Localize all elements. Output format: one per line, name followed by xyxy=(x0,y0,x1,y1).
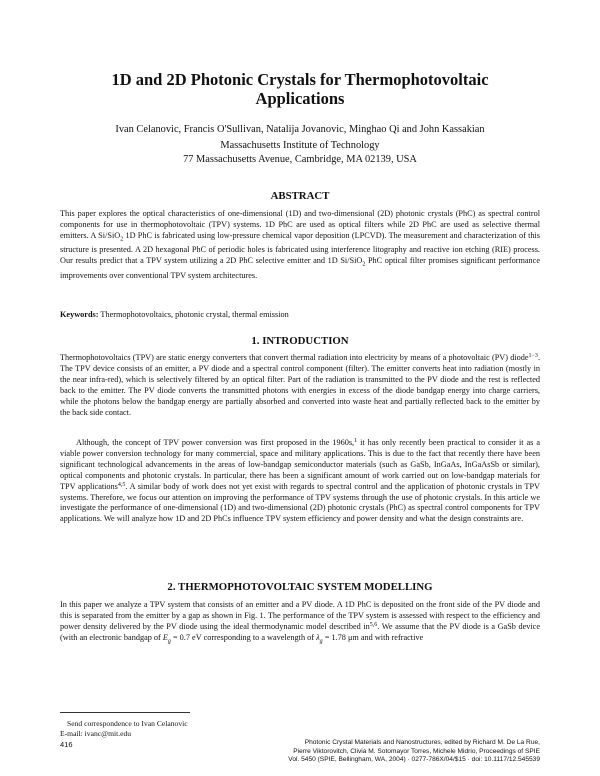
abstract-text xyxy=(60,209,540,282)
model-p1-citation: 5,6 xyxy=(369,621,378,628)
symbol-lambda-sub: g xyxy=(319,638,323,645)
intro-paragraph-2 xyxy=(60,438,540,525)
author-list: Ivan Celanovic, Francis O'Sullivan, Natalija Jovanovic, Minghao Qi and John Kassakian xyxy=(115,124,485,135)
proceedings-line-1: Photonic Crystal Materials and Nanostructures, edited by Richard M. De La Rue, xyxy=(304,739,540,746)
section-1-heading: 1. INTRODUCTION xyxy=(251,335,349,347)
intro-p2-text-b: it has only recently been practical to consider it as a viable power conversion technology for many commercial, space and military applications. This is due to the fact that recently there have been significant technological advancements in the areas of low-bandgap semiconductor materials (such as GaSb, InGaAs, InGaAsSb or similar), optical components and photonic crystals. In particular, there has been a significant amount of work carried out on low-bandgap materials for TPV applications xyxy=(60,438,540,491)
intro-p1-citation: 1−3 xyxy=(528,353,538,359)
proceedings-line-3: Vol. 5450 (SPIE, Bellingham, WA, 2004) · 0277-786X/04/$15 · doi: 10.1117/12.545539 xyxy=(288,756,540,764)
proceedings-line-2: Pierre Viktorovitch, Clivia M. Sotomayor Torres, Michele Midrio, Proceedings of SPIE xyxy=(293,747,540,755)
title-line-1: 1D and 2D Photonic Crystals for Thermophotovoltaic xyxy=(111,70,489,89)
abstract-sub-1: 2 xyxy=(120,236,124,243)
abstract-part-2: 1D PhC is fabricated using low-pressure chemical vapor deposition (LPCVD). The measurement and characterization of this structure is presented. A 2D hexagonal PhC of periodic holes is fabricated using interference litography and reactive ion etching (RIE) process. Our results predict that a TPV system utilizing a 2D PhC selective emitter and 1D Si/SiO xyxy=(60,230,540,266)
affiliation-line-1: Massachusetts Institute of Technology xyxy=(220,140,380,151)
proceedings-citation xyxy=(240,739,540,765)
intro-p2-citation-1: 1 xyxy=(354,438,358,444)
model-p1-text-c: = 0.7 eV corresponding to a wavelength of xyxy=(170,632,317,642)
model-p1-text-a: In this paper we analyze a TPV system that consists of an emitter and a PV diode. A 1D PhC is deposited on the front side of the PV diode and this is separated from the emitter by a gap as shown in Fig. 1. The performance of the TPV system is assessed with respect to the efficiency and power density delivered by the PV diode using the ideal thermodynamic model described in xyxy=(60,600,540,631)
symbol-eg: E xyxy=(162,632,168,642)
keywords-text: Thermophotovoltaics, photonic crystal, thermal emission xyxy=(98,310,289,319)
abstract-sub-2: 2 xyxy=(362,261,366,268)
abstract-heading: ABSTRACT xyxy=(270,190,330,202)
title-line-2: Applications xyxy=(255,89,345,108)
intro-paragraph-1 xyxy=(60,353,540,418)
intro-p2-text-a: Although, the concept of TPV power conversion was first proposed in the 1960s, xyxy=(76,438,355,447)
footnote-email: E-mail: ivanc@mit.edu xyxy=(60,729,132,738)
model-p1-text-b: . We assume that the PV diode is a GaSb device (with an electronic bandgap of xyxy=(60,621,540,642)
intro-p1-text-b: . The TPV device consists of an emitter, a PV diode and a spectral control component (filter). The emitter converts heat into radiation (mostly in the near infra-red), which is selectively filtered by an optical filter. Part of the radiation is transmitted to the PV diode and the rest is reflected back to the emitter. The PV diode converts the transmitted photons with energies in excess of the diode bandgap energy into charge carriers, while the photons below the bandgap energy are partially absorbed and converted into waste heat and partially reflected back to the emitter by the back side contact. xyxy=(60,353,540,417)
intro-p2-text-c: . A similar body of work does not yet exist with regards to spectral control and the application of photonic crystals in TPV systems. Therefore, we focus our attention on improving the performance of TPV systems through the use of photonic crystals. In this article we investigate the performance of one-dimensional (1D) and two-dimensional (2D) photonic crystals (PhC) as spectral control components for TPV applications. We will analyze how 1D and 2D PhCs influence TPV system efficiency and power density and what the design constraints are. xyxy=(60,481,540,524)
keywords xyxy=(60,310,540,321)
page-number: 416 xyxy=(60,740,73,749)
intro-p2-citation-2: 4,5 xyxy=(117,481,126,488)
intro-p1-text-a: Thermophotovoltaics (TPV) are static energy converters that convert thermal radiation into electricity by means of a photovoltaic (PV) diode xyxy=(60,353,529,362)
paper-title xyxy=(60,70,540,108)
footnote-divider xyxy=(60,712,190,713)
modelling-paragraph-1 xyxy=(60,600,540,647)
model-p1-text-d: = 1.78 μm and with refractive xyxy=(322,632,424,642)
keywords-label: Keywords: xyxy=(60,310,99,319)
section-2-heading: 2. THERMOPHOTOVOLTAIC SYSTEM MODELLING xyxy=(167,581,433,593)
symbol-eg-sub: g xyxy=(167,638,171,645)
symbol-lambda: λ xyxy=(316,632,320,642)
abstract-part-1: This paper explores the optical characteristics of one-dimensional (1D) and two-dimensional (2D) photonic crystals (PhC) as spectral control components for use in thermophotovoltaic (TPV) systems. 1D PhC are used as optical filters while 2D PhC are used as selective thermal emitters. A Si/SiO xyxy=(60,209,540,240)
abstract-part-3: PhC optical filter promises significant performance improvements over conventional TPV system architectures. xyxy=(60,256,540,280)
footnote-correspondence: Send correspondence to Ivan Celanovic xyxy=(67,719,188,728)
affiliation-line-2: 77 Massachusetts Avenue, Cambridge, MA 02139, USA xyxy=(183,154,417,165)
